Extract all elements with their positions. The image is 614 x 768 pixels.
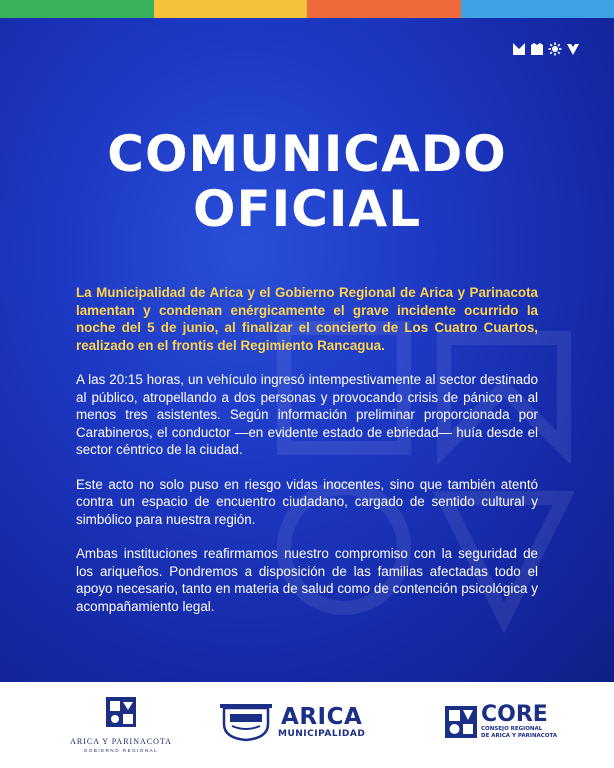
statement-body [76,284,538,632]
regional-brand-icons [512,42,580,56]
stripe-green [0,0,154,18]
municipal-crest-icon [220,702,272,742]
paragraph-impact: Este acto no solo puso en riesgo vidas inocentes, sino que también atentó contra un espacio de encuentro ciudadano, cargado de sentido cultural y simbólico para nuestra región. [76,476,538,527]
regional-emblem-icon [105,696,137,728]
shape-waves-icon [530,42,544,56]
shape-triangle-icon [512,42,526,56]
gobierno-regional-logo [66,696,176,753]
headline-line-1: COMUNICADO [107,125,507,183]
paragraph-commitment: Ambas instituciones reafirmamos nuestro compromiso con la seguridad de los ariqueños. Pondremos a disposición de las familias afectadas todo el apoyo necesario, tanto en materia de salud como de contención psicológica y acompañamiento legal. [76,546,538,614]
stripe-blue [461,0,614,18]
core-logo-line-2: DE ARICA Y PARINACOTA [481,732,558,739]
core-logo-title: CORE [481,702,548,727]
muni-logo-title: ARICA [281,704,363,730]
color-stripe-bar [0,0,614,18]
paragraph-intro: La Municipalidad de Arica y el Gobierno Regional de Arica y Parinacota lamentan y condenan enérgicamente el grave incidente ocurrido la noche del 5 de junio, al finalizar el concierto de Los Cuatro Cuartos, realizado en el frontis del Regimiento Rancagua. [76,285,538,353]
core-mark-icon [444,705,478,739]
muni-logo-subtitle: MUNICIPALIDAD [278,729,366,739]
heart-icon [566,42,580,56]
footer-logos [0,682,614,768]
region-logo-name: ARICA Y PARINACOTA [70,737,172,746]
stripe-yellow [154,0,308,18]
municipalidad-arica-logo [220,702,365,742]
core-logo-line-1: CONSEJO REGIONAL [481,726,543,732]
stripe-orange [307,0,461,18]
paragraph-incident: A las 20:15 horas, un vehículo ingresó intempestivamente al sector destinado al público, atropellando a dos personas y provocando crisis de pánico en al menos tres asistentes. Según información preliminar proporcionada por Carabineros, el conductor —en evidente estado de ebriedad— huía desde el sector céntrico de la ciudad. [76,372,538,457]
region-logo-sub: GOBIERNO REGIONAL [83,748,159,753]
announcement-poster [0,18,614,682]
headline-line-2: OFICIAL [192,180,422,238]
core-logo [444,704,557,739]
sun-icon [548,42,562,56]
